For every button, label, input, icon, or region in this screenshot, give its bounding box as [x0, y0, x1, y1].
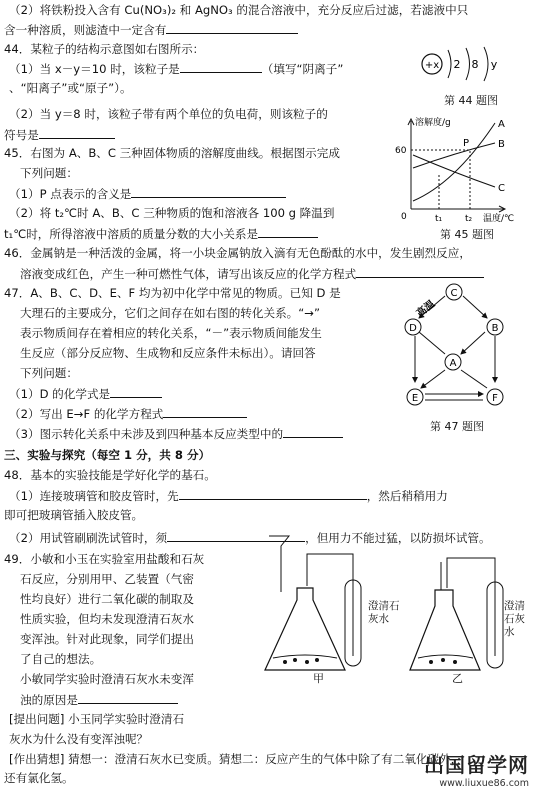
- label-jia: 甲: [313, 672, 324, 685]
- q48-text: （1）连接玻璃管和胶皮管时，先: [9, 489, 179, 503]
- label-yi: 乙: [452, 672, 463, 685]
- curve-a: [413, 123, 495, 201]
- q49-line4: 性质实验，但均未发现澄清石灰水: [20, 612, 194, 626]
- q43-line2: [4, 22, 298, 38]
- fig47-relation-diagram: [395, 282, 530, 412]
- limewater-label-yi: 澄清石灰水: [504, 600, 525, 638]
- q48-line2: [9, 488, 448, 504]
- answer-blank[interactable]: [39, 127, 115, 139]
- q48-text: ，然后稍稍用力: [366, 489, 448, 503]
- q45-text: （1）P 点表示的含义是: [9, 187, 132, 201]
- limewater-label-jia: 澄清石灰水: [368, 600, 400, 625]
- q49-line8: [20, 692, 178, 708]
- apparatus-yi: [410, 558, 503, 670]
- q45-text: t₁℃时，所得溶液中溶质的质量分数的大小关系是: [4, 227, 259, 241]
- q48-line3: 即可把玻璃管插入胶皮管。: [4, 508, 144, 522]
- q46-text: 溶液变成红色，产生一种可燃性气体，请写出该反应的化学方程式: [20, 267, 357, 281]
- watermark-logo: [424, 749, 529, 789]
- x-tick-t1: t₁: [435, 214, 443, 224]
- section-title: 三、实验与探究（每空 1 分，共 8 分）: [4, 448, 211, 462]
- q44-hint: （填写“阴离子”: [261, 62, 344, 76]
- q48-line1: 48．基本的实验技能是学好化学的基石。: [4, 468, 216, 482]
- q49-line6: 了自己的想法。: [20, 652, 102, 666]
- curve-c-label: C: [498, 183, 505, 194]
- q45-line3: [9, 186, 286, 202]
- q44-line3: （2）当 y＝8 时，该粒子带有两个单位的负电荷，则该粒子的: [9, 107, 328, 121]
- q45-line2: 下列问题：: [20, 166, 78, 180]
- answer-blank[interactable]: [356, 266, 484, 278]
- q44-text: （1）当 x－y＝10 时，该粒子是: [9, 62, 180, 76]
- q47-line5: 下列问题：: [20, 366, 78, 380]
- watermark-url: www.liuxue86.com: [439, 778, 529, 789]
- q49-line3: 性均良好）进行二氧化碳的制取及: [20, 592, 194, 606]
- answer-blank[interactable]: [283, 426, 343, 438]
- q47-line1: 47．A、B、C、D、E、F 均为初中化学中常见的物质。已知 D 是: [4, 286, 341, 300]
- y-axis-label: 溶解度/g: [415, 118, 451, 128]
- q45-title: 45．右图为 A、B、C 三种固体物质的溶解度曲线。根据图示完成: [4, 146, 340, 160]
- fig47-caption: 第 47 题图: [430, 420, 484, 433]
- answer-blank[interactable]: [78, 692, 178, 704]
- x-axis-label: 温度/℃: [483, 214, 515, 224]
- q47-line4: 生反应（部分反应物、生成物和反应条件未标出）。请回答: [20, 346, 316, 360]
- node-e: E: [411, 393, 419, 404]
- fig44-caption: 第 44 题图: [444, 94, 498, 107]
- q49-line2: 石反应，分别用甲、乙装置（气密: [20, 572, 194, 586]
- q49-line5: 变浑浊。针对此现象，同学们提出: [20, 632, 194, 646]
- answer-blank[interactable]: [163, 406, 247, 418]
- q47-line2: 大理石的主要成分，它们之间存在如右图的转化关系。“→”: [20, 306, 320, 320]
- curve-b-label: B: [498, 139, 505, 150]
- q43-text: 含一种溶质，则滤渣中一定含有: [4, 23, 167, 37]
- watermark-text: 出国留学网: [424, 753, 529, 777]
- q43-line1: （2）将铁粉投入含有 Cu(NO₃)₂ 和 AgNO₃ 的混合溶液中，充分反应后过滤，若滤液中只: [9, 3, 469, 17]
- q47-text: （1）D 的化学式是: [9, 387, 111, 401]
- q48-text: （2）用试管刷刷洗试管时，须: [9, 531, 168, 545]
- q44-text: 符号是: [4, 128, 39, 142]
- node-c: C: [450, 288, 458, 299]
- q46-line1: 46．金属钠是一种活泼的金属，将一小块金属钠放入滴有无色酚酞的水中，发生剧烈反应，: [4, 246, 471, 260]
- q47-text: （2）写出 E→F 的化学方程式: [9, 407, 164, 421]
- q49-line12: 还有氯化氢。: [4, 771, 74, 785]
- curve-b: [413, 143, 495, 168]
- q44-line2: 、“阳离子”或“原子”）。: [9, 81, 132, 95]
- origin-label: 0: [401, 212, 407, 222]
- node-a: A: [449, 358, 457, 369]
- node-b: B: [491, 323, 499, 334]
- fig44-atom-diagram: [418, 44, 528, 84]
- q49-line10: 灰水为什么没有变浑浊呢？: [9, 732, 149, 746]
- fig45-caption: 第 45 题图: [440, 228, 494, 241]
- nucleus-label: +x: [424, 60, 440, 71]
- shell-3-count: y: [490, 58, 498, 71]
- q49-line11: [作出猜想] 猜想一：澄清石灰水已变质。猜想二：反应产生的气体中除了有二氧化碳外，: [9, 752, 463, 766]
- answer-blank[interactable]: [166, 22, 298, 34]
- node-d: D: [409, 323, 417, 334]
- q47-line8: [9, 426, 343, 442]
- q49-text: 浊的原因是: [20, 693, 78, 707]
- point-p-label: P: [463, 138, 470, 149]
- node-f: F: [492, 393, 498, 404]
- q47-line7: [9, 406, 247, 422]
- shell-1-count: 2: [453, 58, 461, 71]
- q47-text: （3）图示转化关系中未涉及到四种基本反应类型中的: [9, 427, 284, 441]
- answer-blank[interactable]: [258, 226, 318, 238]
- x-tick-t2: t₂: [465, 214, 473, 224]
- q49-line1: 49．小敏和小玉在实验室用盐酸和石灰: [4, 552, 205, 566]
- edge-label-high-temp: 高温: [414, 298, 438, 320]
- curve-c: [413, 155, 495, 187]
- q45-line4: （2）将 t₂℃时 A、B、C 三种物质的饱和溶液各 100 g 降温到: [9, 206, 335, 220]
- answer-blank[interactable]: [180, 61, 262, 73]
- q49-line7: 小敏同学实验时澄清石灰水未变浑: [20, 672, 194, 686]
- q44-title: 44．某粒子的结构示意图如右图所示：: [4, 42, 205, 56]
- q44-line4: [4, 127, 115, 143]
- q45-line5: [4, 226, 318, 242]
- fig45-solubility-chart: [395, 113, 530, 225]
- q44-line1: [9, 61, 343, 77]
- q49-line9: [提出问题] 小玉同学实验时澄清石: [9, 712, 185, 726]
- shell-2-count: 8: [471, 58, 479, 71]
- curve-a-label: A: [498, 119, 505, 130]
- q47-line6: [9, 386, 162, 402]
- apparatus-jia: [265, 536, 361, 670]
- q46-line2: [20, 266, 484, 282]
- answer-blank[interactable]: [179, 488, 367, 500]
- q48-text: ，但用力不能过猛，以防损坏试管。: [305, 531, 491, 545]
- q47-line3: 表示物质间存在着相应的转化关系，“－”表示物质间能发生: [20, 326, 322, 340]
- answer-blank[interactable]: [131, 186, 286, 198]
- y-tick-60: 60: [395, 146, 407, 156]
- answer-blank[interactable]: [110, 386, 162, 398]
